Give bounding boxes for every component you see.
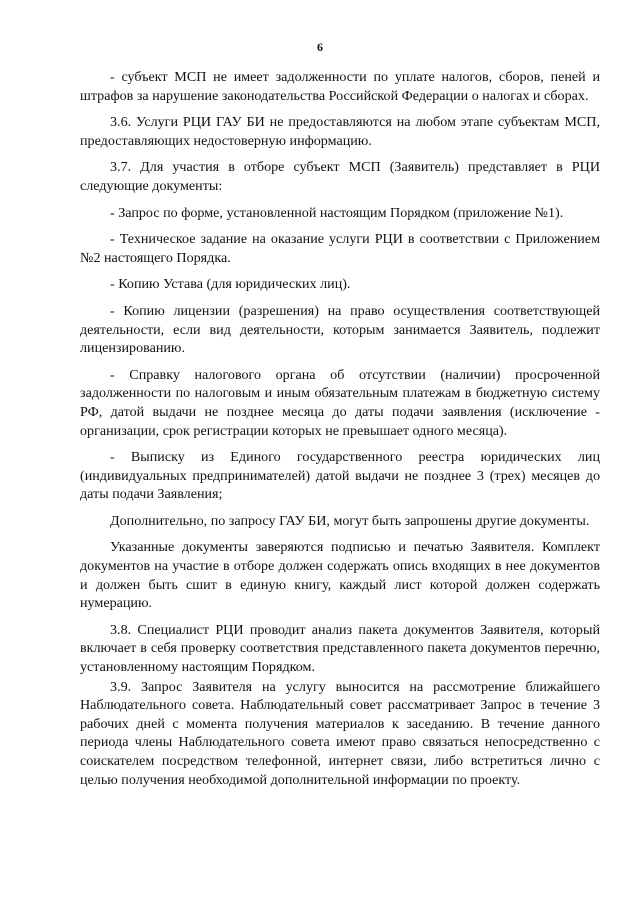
- list-item-registry-extract: - Выписку из Единого государственного реестра юридических лиц (индивидуальных предпринимателей) датой выдачи не позднее 3 (трех) месяцев до даты подачи Заявления;: [80, 449, 600, 503]
- paragraph-3-9: 3.9. Запрос Заявителя на услугу выносится на рассмотрение ближайшего Наблюдательного совета. Наблюдательный совет рассматривает Запрос в течение 3 рабочих дней с момента получения материалов к заседанию. В течение данного периода члены Наблюдательного совета имеют право связаться непосредственно с соискателем посредством телефонной, интернет связи, либо встретиться лично с целью получения необходимой дополнительной информации по проекту.: [80, 678, 600, 788]
- page-number: 6: [317, 40, 323, 54]
- document-body: [80, 68, 600, 789]
- paragraph-3-6: 3.6. Услуги РЦИ ГАУ БИ не предоставляются на любом этапе субъектам МСП, предоставляющих недостоверную информацию.: [80, 114, 600, 149]
- list-item-tax-certificate: - Справку налогового органа об отсутствии (наличии) просроченной задолженности по налоговым и иным обязательным платежам в бюджетную систему РФ, датой выдачи не позднее месяца до даты подачи заявления (исключение - организации, срок регистрации которых не превышает одного месяца).: [80, 366, 600, 439]
- paragraph-msp-no-debt: - субъект МСП не имеет задолженности по уплате налогов, сборов, пеней и штрафов за нарушение законодательства Российской Федерации о налогах и сборах.: [80, 69, 600, 104]
- list-item-technical-task: - Техническое задание на оказание услуги РЦИ в соответствии с Приложением №2 настоящего Порядка.: [80, 231, 600, 266]
- list-item-charter-copy: - Копию Устава (для юридических лиц).: [110, 276, 351, 293]
- paragraph-3-7: 3.7. Для участия в отборе субъект МСП (Заявитель) представляет в РЦИ следующие документы:: [80, 159, 600, 194]
- paragraph-additional-documents: Дополнительно, по запросу ГАУ БИ, могут быть запрошены другие документы.: [110, 512, 590, 529]
- list-item-request-form: - Запрос по форме, установленной настоящим Порядком (приложение №1).: [110, 204, 564, 221]
- paragraph-3-8: 3.8. Специалист РЦИ проводит анализ пакета документов Заявителя, который включает в себя проверку соответствия представленного пакета документов перечню, установленному настоящим Порядком.: [80, 621, 600, 676]
- list-item-license-copy: - Копию лицензии (разрешения) на право осуществления соответствующей деятельности, если вид деятельности, которым занимается Заявитель, подлежит лицензированию.: [80, 302, 600, 357]
- paragraph-documents-certification: Указанные документы заверяются подписью и печатью Заявителя. Комплект документов на участие в отборе должен содержать опись входящих в нее документов и должен быть сшит в единую книгу, каждый лист которой должен содержать нумерацию.: [80, 539, 600, 612]
